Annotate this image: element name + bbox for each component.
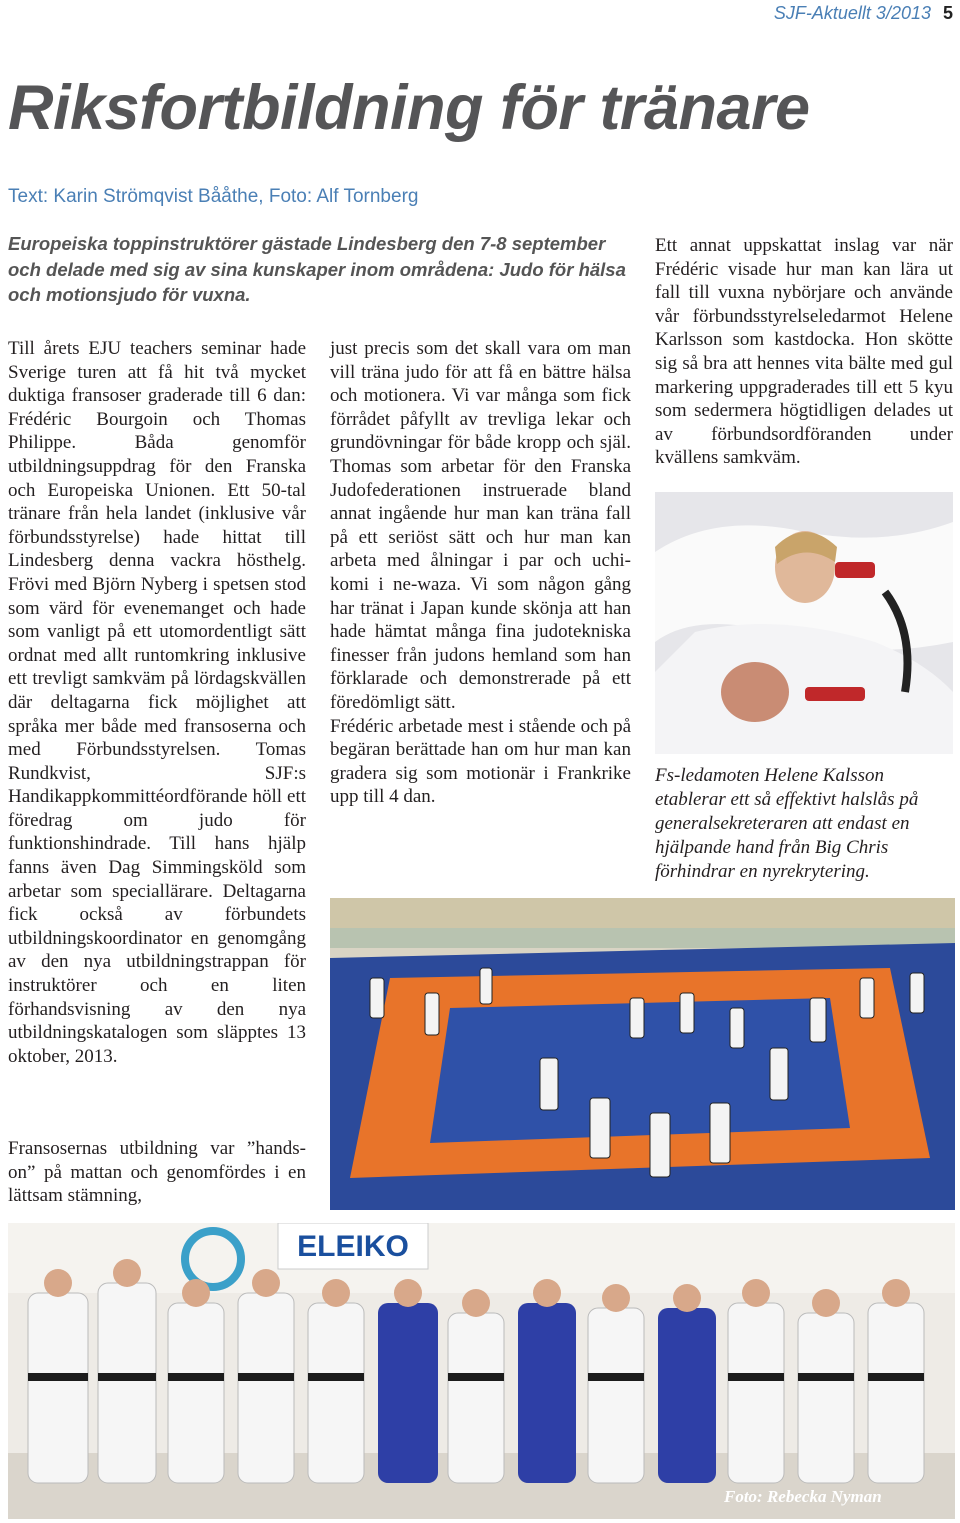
article-ingress: Europeiska toppinstruktörer gästade Lindesberg den 7-8 september och delade med sig av sina kunskaper inom områdena: Judo för hälsa och motionsjudo för vuxna. [8, 233, 626, 305]
body-column-1: Till årets EJU teachers seminar hade Sverige turen att få hit två mycket duktiga fransoser graderade till 6 dan: Frédéric Bourgoin och Thomas Philippe. Båda genomför utbildningsuppdrag för den Franska och Europeiska Unionen. Ett 50-tal tränare från hela landet (inklusive vår förbundsstyrelse) hade hittat till Lindesberg denna vackra hösthelg. Frövi med Björn Nyberg i spetsen stod som värd för evenemanget och hade som vanligt på ett utomordentligt sätt ordnat med allt runtomkring inklusive ett trevligt samkväm på lördagskvällen där deltagarna fick möjlighet att språka mer både med fransoserna och med Förbundsstyrelsen. Tomas Rundkvist, SJF:s Handikappkommittéordförande höll ett föredrag om judo för funktionshindrade. Till hans hjälp fanns även Dag Simmingsköld som arbetar som speciallärare. Deltagarna fick också av förbundets utbildningskoordinator en genomgång av den nya utbildningstrappan för instruktörer och en liten förhandsvisning av den nya utbildningskatalogen som släpptes 13 oktober, 2013. [8, 338, 306, 1067]
photo-group-credit: Foto: Rebecka Nyman [724, 1487, 882, 1506]
photo-group-image [8, 1223, 955, 1519]
photo-halslas-caption: Fs-ledamoten Helene Kalsson etablerar ett så effektivt halslås på generalsekreteraren att endast en hjälpande hand från Big Chris förhindrar en nyrekrytering. [655, 765, 919, 882]
body-column-1-continued: Fransosernas utbildning var ”hands-on” på mattan och genomfördes i en lättsam stämning, [8, 1138, 306, 1207]
body-column-3: Ett annat uppskattat inslag var när Frédéric visade hur man kan lära ut fall till vuxna nybörjare och använde vår förbundsstyrelseledarmot Helene Karlsson som kastdocka. Hon skötte sig så bra att hennes vita bälte med gul markering uppgraderades till ett 5 kyu som sedermera högtidligen delades ut av förbundsordföranden under kvällens samkväm. [655, 235, 953, 469]
page-number: 5 [942, 3, 953, 23]
article-byline: Text: Karin Strömqvist Bååthe, Foto: Alf Tornberg [8, 186, 419, 207]
photo-halslas [655, 492, 953, 754]
body-column-2-paragraph-1: just precis som det skall vara om man vill träna judo för att få en bättre hälsa och motionera. Vi var många som fick förrådet påfyllt av trevliga lekar och grundövningar för både kropp och själ. Thomas som arbetar för den Franska Judofederationen instruerade bland annat ingående hur man kan träna fall på ett seriöst sätt och hur man kan arbeta med ålningar i par och uchi-komi i ne-waza. Vi som någon gång har tränat i Japan kunde skönja att han hade hämtat många fina judotekniska finesser från judons hemland som han förklarade och demonstrerade på ett föredömligt sätt. [330, 338, 631, 713]
photo-halslas-image [655, 492, 953, 754]
photo-group [8, 1223, 955, 1519]
article-title: Riksfortbildning för tränare [8, 73, 810, 143]
publication-name: SJF-Aktuellt 3/2013 [773, 3, 931, 23]
photo-judo-hall [330, 898, 955, 1210]
photo-judo-hall-image [330, 898, 955, 1210]
page-header [700, 0, 953, 26]
eleiko-banner-text: ELEIKO [297, 1230, 409, 1263]
body-column-2-paragraph-2: Frédéric arbetade mest i stående och på begäran berättade han om hur man kan gradera sig som motionär i Frankrike upp till 4 dan. [330, 715, 631, 808]
body-column-2 [330, 337, 631, 809]
